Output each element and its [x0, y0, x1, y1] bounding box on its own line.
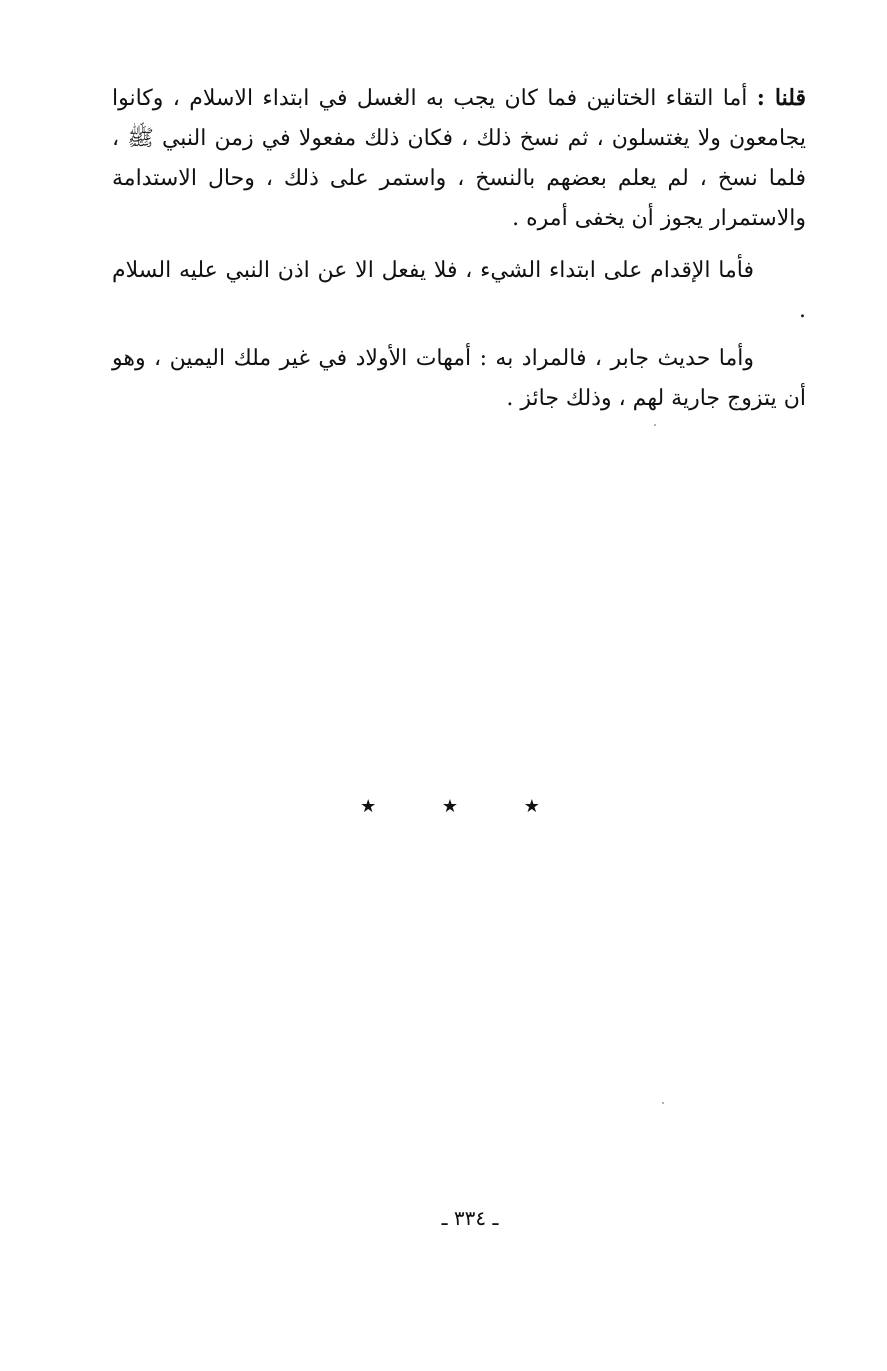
paragraph-1-text: أما التقاء الختانين فما كان يجب به الغسل في ابتداء الاسلام ، وكانوا يجامعون ولا يغتسلون ، ثم نسخ ذلك ، فكان ذلك مفعولا في زمن النبي ﷺ ، فلما نسخ ، لم يعلم بعضهم بالنسخ ، واستمر على ذلك ، وحال الاستدامة والاستمرار يجوز أن يخفى أمره .	[112, 86, 806, 231]
body-text	[112, 78, 806, 419]
paragraph-1	[112, 78, 806, 239]
scan-speck	[654, 424, 656, 426]
paragraph-2: فأما الإقدام على ابتداء الشيء ، فلا يفعل الا عن اذن النبي عليه السلام .	[112, 258, 806, 323]
paragraph-lead: قلنا :	[756, 85, 807, 111]
page-number: ـ ٣٣٤ ـ	[441, 1206, 499, 1230]
paragraph-3: وأما حديث جابر ، فالمراد به : أمهات الأولاد في غير ملك اليمين ، وهو أن يتزوج جارية لهم ، وذلك جائز .	[112, 346, 806, 411]
section-separator: ★ ★ ★	[360, 796, 570, 817]
scan-speck	[662, 1102, 664, 1104]
